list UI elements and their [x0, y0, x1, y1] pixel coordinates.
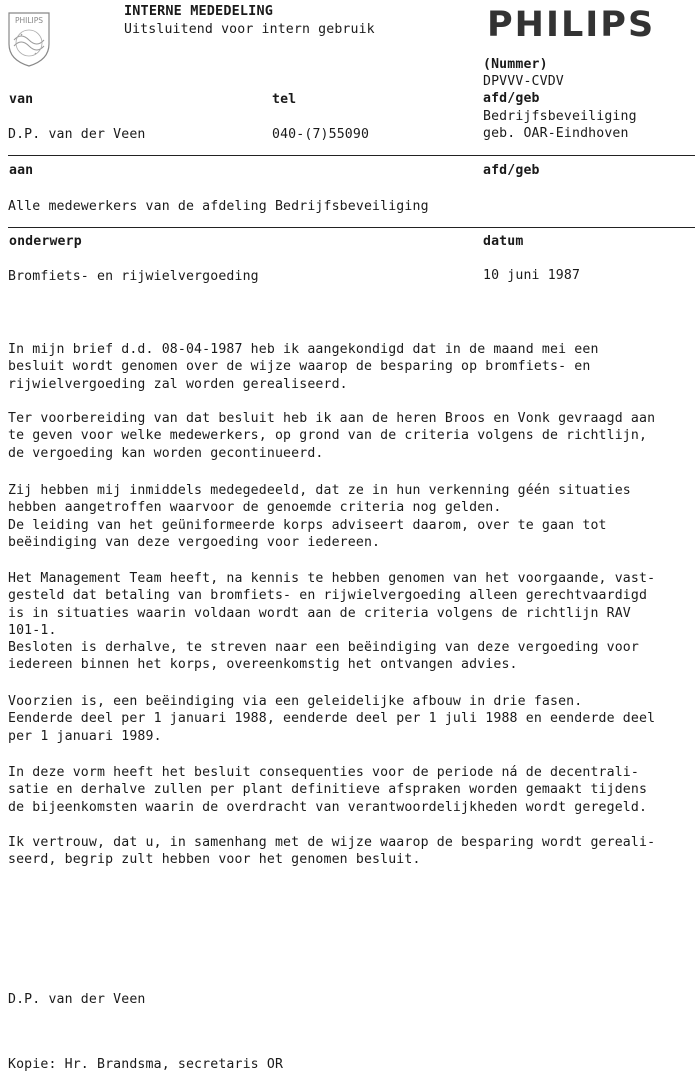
body-paragraph-7: Ik vertrouw, dat u, in samenhang met de wijze waarop de besparing wordt gereali- seerd, begrip zult hebben voor het genomen besluit. [8, 835, 656, 868]
body-paragraph-2: Ter voorbereiding van dat besluit heb ik aan de heren Broos en Vonk gevraagd aan te geven voor welke medewerkers, op grond van de criteria volgens de richtlijn, de vergoeding kan worden gecontinueerd. [8, 411, 656, 461]
afdgeb-line-2: geb. OAR-Eindhoven [483, 126, 629, 141]
divider-2 [8, 227, 695, 228]
svg-text:✦: ✦ [34, 51, 38, 57]
signature: D.P. van der Veen [8, 992, 146, 1007]
philips-shield-logo [6, 10, 52, 68]
philips-wordmark: PHILIPS [487, 5, 656, 45]
datum-label: datum [483, 234, 524, 249]
tel-value: 040-(7)55090 [272, 127, 370, 142]
aan-afdgeb-label: afd/geb [483, 163, 540, 178]
aan-value: Alle medewerkers van de afdeling Bedrijfsbeveiliging [8, 199, 429, 214]
nummer-label: (Nummer) [483, 57, 548, 72]
nummer-value: DPVVV-CVDV [483, 74, 564, 89]
body-paragraph-6: In deze vorm heeft het besluit consequenties voor de periode ná de decentrali- satie en derhalve zullen per plant definitieve afspraken worden gemaakt tijdens de bijeenkomsten waarin de overdracht van verantwoordelijkheden wordt geregeld. [8, 765, 648, 815]
van-label: van [9, 92, 34, 107]
document-title: INTERNE MEDEDELING [124, 3, 273, 19]
document-subtitle: Uitsluitend voor intern gebruik [124, 22, 375, 37]
kopie-line: Kopie: Hr. Brandsma, secretaris OR [8, 1057, 284, 1072]
body-paragraph-5: Voorzien is, een beëindiging via een geleidelijke afbouw in drie fasen. Eenderde deel per 1 januari 1988, eenderde deel per 1 juli 1988 en eenderde deel per 1 januari 1989. [8, 694, 656, 744]
body-paragraph-1: In mijn brief d.d. 08-04-1987 heb ik aangekondigd dat in de maand mei een besluit wordt genomen over de wijze waarop de besparing op bromfiets- en rijwielvergoeding zal worden gerealiseerd. [8, 342, 599, 392]
onderwerp-label: onderwerp [9, 234, 82, 249]
tel-label: tel [272, 92, 297, 107]
onderwerp-value: Bromfiets- en rijwielvergoeding [8, 269, 259, 284]
afdgeb-line-1: Bedrijfsbeveiliging [483, 109, 637, 124]
van-value: D.P. van der Veen [8, 127, 146, 142]
body-paragraph-3: Zij hebben mij inmiddels medegedeeld, dat ze in hun verkenning géén situaties hebben aangetroffen waarvoor de genoemde criteria nog gelden. De leiding van het geüniformeerde korps adviseert daarom, over te gaan tot beëindiging van deze vergoeding voor iedereen. [8, 483, 631, 550]
body-paragraph-4: Het Management Team heeft, na kennis te hebben genomen van het voorgaande, vast- gesteld dat betaling van bromfiets- en rijwielvergoeding alleen gerechtvaardigd is in situaties waarin voldaan wordt aan de criteria volgens de richtlijn RAV 101-1. Besloten is derhalve, te streven naar een beëindiging van deze vergoeding voor iedereen binnen het korps, overeenkomstig het ontvangen advies. [8, 571, 656, 673]
datum-value: 10 juni 1987 [483, 268, 581, 283]
divider-1 [8, 155, 695, 156]
afdgeb-label: afd/geb [483, 91, 540, 106]
shield-label: PHILIPS [14, 16, 44, 25]
svg-text:✦: ✦ [20, 32, 24, 38]
aan-label: aan [9, 163, 34, 178]
